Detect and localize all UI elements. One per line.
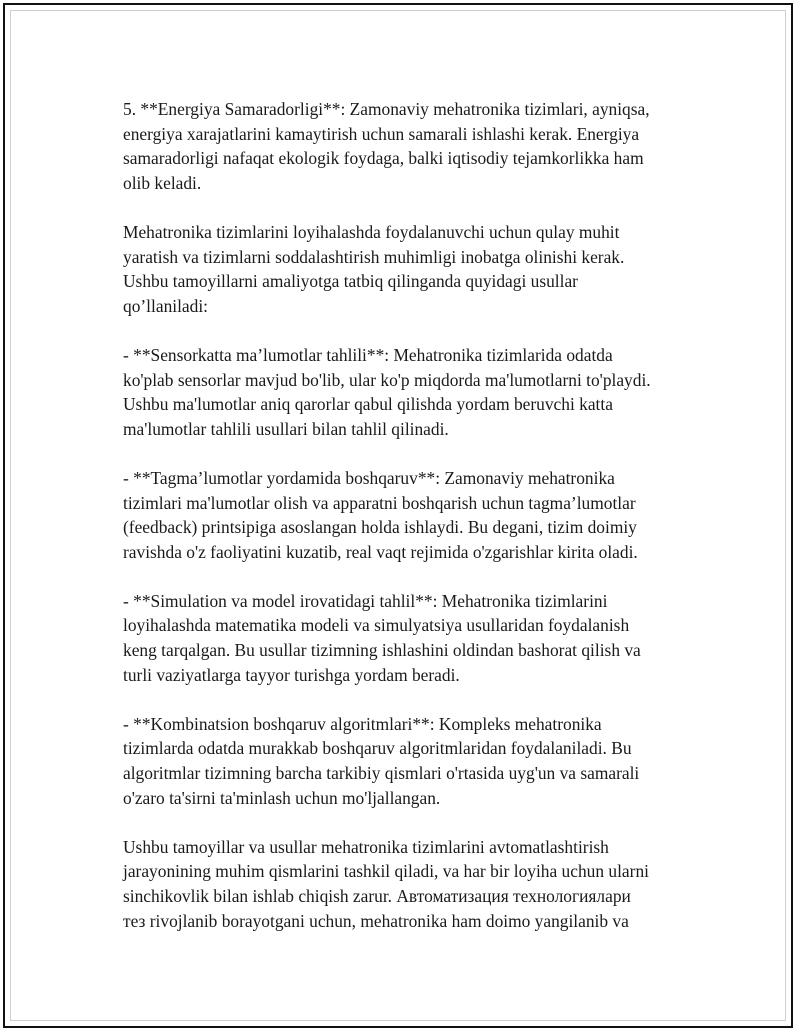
text-line: qo’llaniladi: [123,295,209,316]
text-line: olib keladi. [123,172,202,193]
paragraph-simulation-analysis [123,589,693,687]
text-line: - **Kombinatsion boshqaruv algoritmlari**: Kompleks mehatronika [123,713,602,734]
text-line: sinchikovlik bilan ishlab chiqish zarur. Автоматизация технологиялари [123,886,631,906]
paragraph-energy-efficiency [123,97,693,195]
text-line: samaradorligi nafaqat ekologik foydaga, balki iqtisodiy tejamkorlikka ham [123,148,644,169]
text-line: Ushbu ma'lumotlar aniq qarorlar qabul qilishda yordam beruvchi katta [123,394,613,415]
paragraph-conclusion [123,835,693,933]
text-line: - **Simulation va model irovatidagi tahlil**: Mehatronika tizimlarini [123,590,608,611]
page-frame [3,3,793,1028]
text-line: ravishda o'z faoliyatini kuzatib, real vaqt rejimida o'zgarishlar kirita oladi. [123,541,638,562]
text-line: loyihalashda matematika modeli va simulyatsiya usullaridan foydalanish [123,615,630,636]
text-line: Ushbu tamoyillar va usullar mehatronika tizimlarini avtomatlashtirish [123,836,609,857]
text-line: yaratish va tizimlarni soddalashtirish muhimligi inobatga olinishi kerak. [123,246,625,267]
text-line: tizimlarda odatda murakkab boshqaruv algoritmlaridan foydalaniladi. Bu [123,738,632,759]
text-line: tizimlari ma'lumotlar olish va apparatni boshqarish uchun tagma’lumotlar [123,492,636,513]
text-line: turli vaziyatlarga tayyor turishga yordam beradi. [123,664,460,685]
text-line: Mehatronika tizimlarini loyihalashda foydalanuvchi uchun qulay muhit [123,221,620,242]
text-line: Ushbu tamoyillarni amaliyotga tatbiq qilinganda quyidagi usullar [123,271,578,292]
paragraph-feedback-control [123,466,693,564]
text-line: (feedback) printsipiga asoslangan holda ishlaydi. Bu degani, tizim doimiy [123,517,637,538]
text-line: - **Sensorkatta ma’lumotlar tahlili**: Mehatronika tizimlarida odatda [123,344,613,365]
paragraph-design-principles [123,220,693,318]
text-line: keng tarqalgan. Bu usullar tizimning ishlashini oldindan bashorat qilish va [123,640,641,661]
text-line: o'zaro ta'sirni ta'minlash uchun mo'ljallangan. [123,787,441,808]
paragraph-control-algorithms [123,712,693,810]
text-line: ko'plab sensorlar mavjud bo'lib, ular ko'p miqdorda ma'lumotlarni to'playdi. [123,369,651,390]
paragraph-sensor-data-analysis [123,343,693,441]
text-line: 5. **Energiya Samaradorligi**: Zamonaviy mehatronika tizimlari, ayniqsa, [123,99,650,119]
text-line: energiya xarajatlarini kamaytirish uchun samarali ishlashi kerak. Energiya [123,123,640,144]
text-line: тез rivojlanib borayotgani uchun, mehatronika ham doimo yangilanib va [123,910,629,931]
text-line: ma'lumotlar tahlili usullari bilan tahlil qilinadi. [123,418,449,439]
text-line: jarayonining muhim qismlarini tashkil qiladi, va har bir loyiha uchun ularni [123,861,649,882]
text-line: - **Tagma’lumotlar yordamida boshqaruv**: Zamonaviy mehatronika [123,467,615,488]
document-body [123,97,693,958]
text-line: algoritmlar tizimning barcha tarkibiy qismlari o'rtasida uyg'un va samarali [123,763,640,784]
